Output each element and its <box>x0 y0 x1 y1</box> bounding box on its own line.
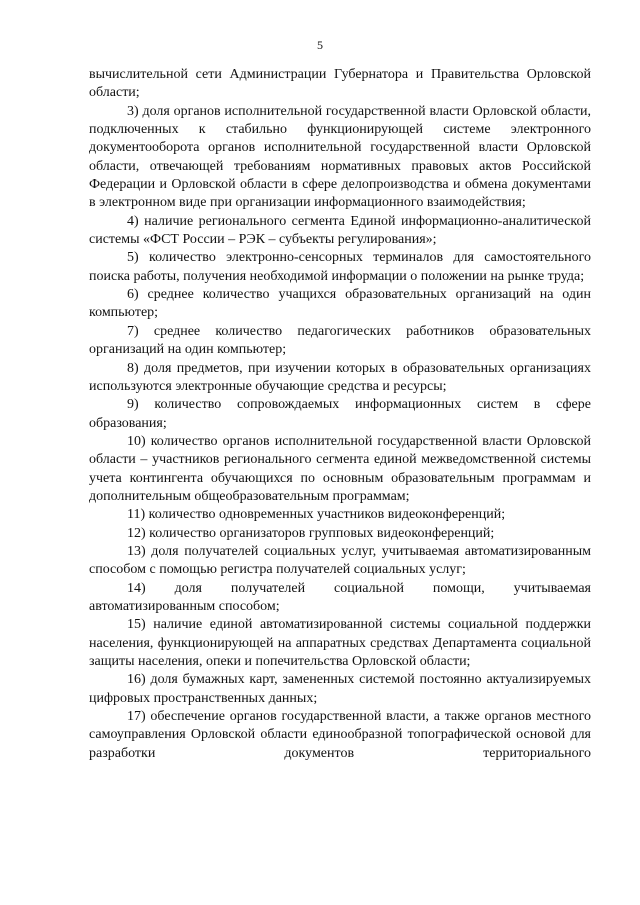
list-item-16: 16) доля бумажных карт, замененных системой постоянно актуализируемых цифровых пространственных данных; <box>89 672 591 706</box>
list-item-17: 17) обеспечение органов государственной власти, а также органов местного самоуправления Орловской области единообразной топографической основой для разработки документов территориального <box>89 709 591 761</box>
list-item-15: 15) наличие единой автоматизированной системы социальной поддержки населения, функционирующей на аппаратных средствах Департамента социальной защиты населения, опеки и попечительства Орловской области; <box>89 617 591 669</box>
paragraph-continuation: вычислительной сети Администрации Губернатора и Правительства Орловской области; <box>89 67 591 101</box>
list-item-4: 4) наличие регионального сегмента Единой информационно-аналитической системы «ФСТ России – РЭК – субъекты регулирования»; <box>89 213 591 248</box>
list-item-11: 11) количество одновременных участников видеоконференций; <box>127 507 506 523</box>
list-item-10: 10) количество органов исполнительной государственной власти Орловской области – участников регионального сегмента единой межведомственной системы учета контингента обучающихся по основным образовательным программам и дополнительным общеобразовательным программам; <box>89 433 591 504</box>
list-item-5: 5) количество электронно-сенсорных терминалов для самостоятельного поиска работы, получения необходимой информации о положении на рынке труда; <box>89 250 591 284</box>
list-item-14: 14) доля получателей социальной помощи, учитываемая автоматизированным способом; <box>89 580 591 614</box>
document-body <box>89 66 591 763</box>
list-item-7: 7) среднее количество педагогических работников образовательных организаций на один компьютер; <box>89 323 591 358</box>
list-item-12: 12) количество организаторов групповых видеоконференций; <box>127 525 495 541</box>
list-item-13: 13) доля получателей социальных услуг, учитываемая автоматизированным способом с помощью регистра получателей социальных услуг; <box>89 543 591 578</box>
list-item-9: 9) количество сопровождаемых информационных систем в сфере образования; <box>89 397 591 431</box>
page-number: 5 <box>317 38 323 52</box>
list-item-8: 8) доля предметов, при изучении которых в образовательных организациях используются электронные обучающие средства и ресурсы; <box>89 360 591 394</box>
list-item-6: 6) среднее количество учащихся образовательных организаций на один компьютер; <box>89 287 591 321</box>
list-item-3: 3) доля органов исполнительной государственной власти Орловской области, подключенных к стабильно функционирующей системе электронного документооборота органов исполнительной государственной власти Орловской области, отвечающей требованиям нормативных правовых актов Российской Федерации и Орловской области в сфере делопроизводства и обмена документами в электронном виде при организации информационного взаимодействия; <box>89 103 591 211</box>
